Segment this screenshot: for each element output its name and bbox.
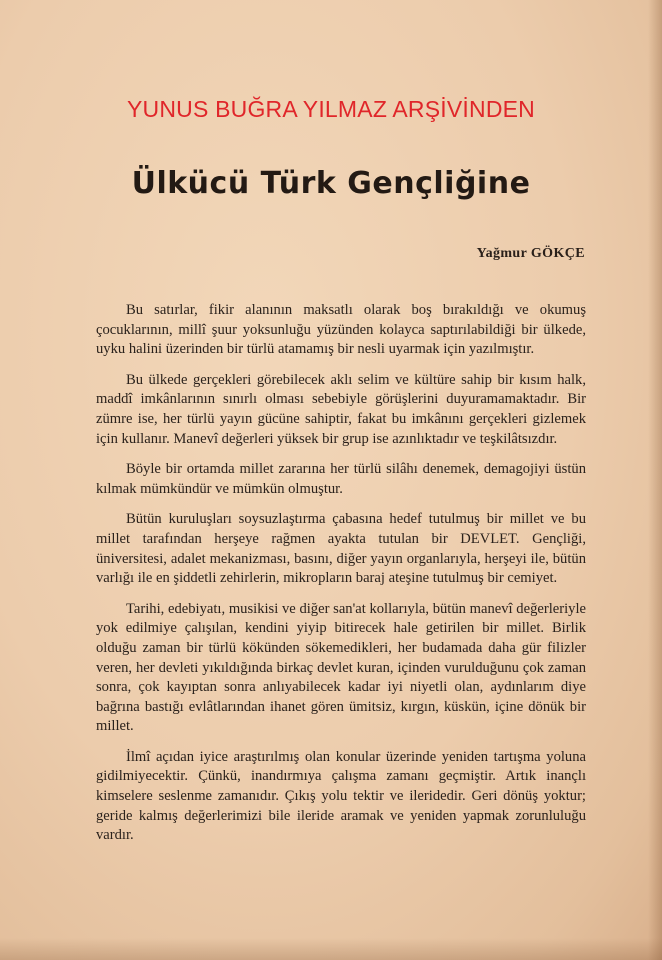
article-body — [96, 301, 586, 857]
paragraph: İlmî açıdan iyice araştırılmış olan konular üzerinde yeniden tartışma yoluna gidilmiyecektir. Çünkü, inandırmıya çalışma zamanı geçmiştir. Artık inançlı kimselere seslenme zamanıdır. Çıkış yolu tektir ve ileridedir. Geri dönüş yoktur; geride kalmış değerlerimizi bile ileride aramak ve yeniden yapmak zorunluluğu vardır. — [96, 748, 586, 844]
page-edge-shadow-right — [648, 0, 662, 960]
paragraph: Tarihi, edebiyatı, musikisi ve diğer san'at kollarıyla, bütün manevî değerleriyle yok edilmiye çalışılan, kendini yiyip bitirecek hale getirilen bir millet. Birlik olduğu zaman bir türlü kökünden sökemedikleri, her budamada daha gür filizler veren, her devleti yıkıldığında birkaç devlet kuran, içinden vurulduğunu çok zaman sonra, çok kayıptan sonra anlıyabilecek kadar iyi niyetli olan, aydınlarım diye bağrına bastığı evlâtlarından ihanet gören ümitsiz, kırgın, küskün, içine dönük bir millet. — [96, 600, 586, 735]
paragraph: Bu ülkede gerçekleri görebilecek aklı selim ve kültüre sahip bir kısım halk, maddî imkânlarının sınırlı olması sebebiyle görüşlerini duyuramamaktadır. Bir zümre ise, her türlü yayın gücüne sahiptir, fakat bu imkânını gerçekleri gizlemek için kullanır. Manevî değerleri yüksek bir grup ise azınlıktadır ve teşkilâtsızdır. — [96, 371, 586, 447]
author-name: Yağmur GÖKÇE — [476, 246, 585, 261]
page-edge-shadow-bottom — [0, 938, 662, 960]
article-title: Ülkücü Türk Gençliğine — [131, 166, 531, 201]
paragraph: Böyle bir ortamda millet zararına her türlü silâhı denemek, demagojiyi üstün kılmak mümkündür ve mümkün olmuştur. — [96, 461, 586, 497]
paragraph: Bu satırlar, fikir alanının maksatlı olarak boş bırakıldığı ve okumuş çocuklarının, millî şuur yoksunluğu yüzünden kolayca saptırılabildiği bir ülkede, uyku halini üzerinden bir türlü atamamış bir nesli uyarmak için yazılmıştır. — [96, 302, 586, 358]
paragraph: Bütün kuruluşları soysuzlaştırma çabasına hedef tutulmuş bir millet ve bu millet tarafından herşeye rağmen ayakta tutulan bir DEVLET. Gençliği, üniversitesi, adalet mekanizması, basını, diğer yayın organlarıyla, herşeyi ile, bütün varlığı ile en şiddetli zehirlerin, mikropların baraj ateşine tutulmuş bir cemiyet. — [96, 511, 586, 587]
archive-watermark: YUNUS BUĞRA YILMAZ ARŞİVİNDEN — [127, 96, 535, 122]
